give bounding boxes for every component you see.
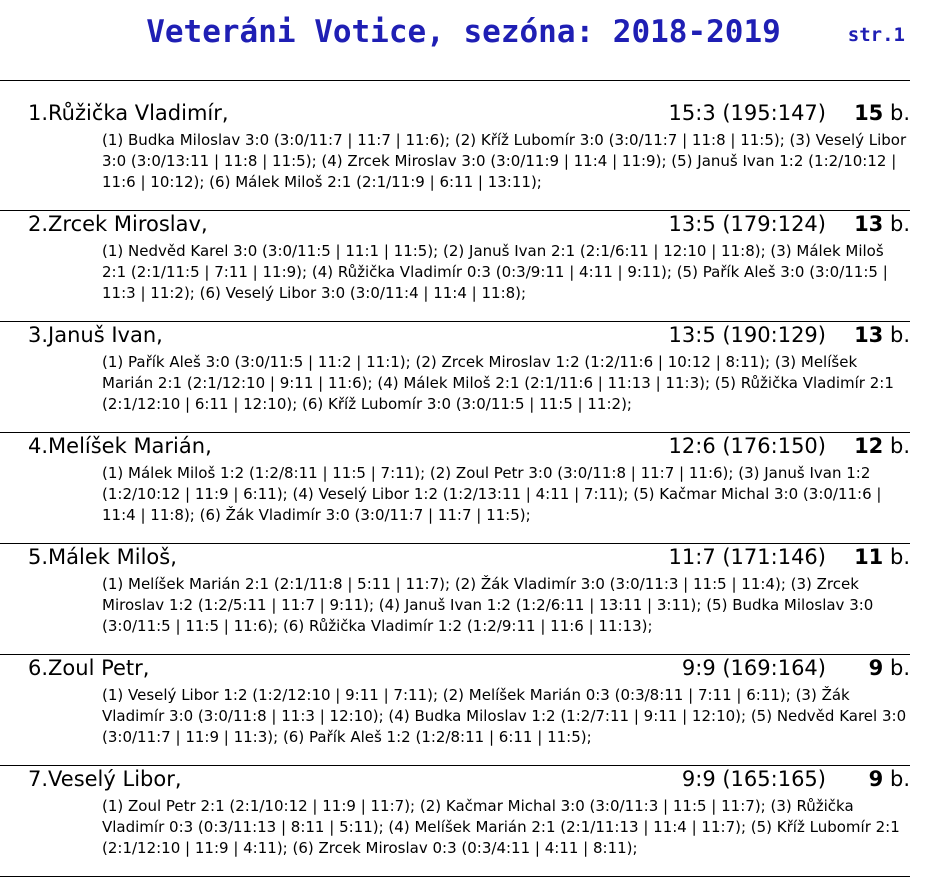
player-points	[854, 323, 910, 347]
match-list: (1) Nedvěd Karel 3:0 (3:0/11:5 | 11:1 | 11:5); (2) Januš Ivan 2:1 (2:1/6:11 | 12:10 | 11:8); (3) Málek Miloš 2:1 (2:1/11:5 | 7:11 | 11:9); (4) Růžička Vladimír 0:3 (0:3/9:11 | 4:11 | 9:11); (5) Pařík Aleš 3:0 (3:0/11:5 | 11:3 | 11:2); (6) Veselý Libor 3:0 (3:0/11:4 | 11:4 | 11:8);	[102, 242, 888, 302]
player-name: 2.Zrcek Miroslav,	[28, 212, 208, 236]
player-points	[869, 767, 910, 791]
player-entry	[0, 101, 910, 211]
player-entry	[0, 767, 910, 877]
entry-divider	[0, 543, 910, 544]
player-header	[28, 101, 910, 129]
player-score: 11:7 (171:146)	[668, 545, 826, 569]
points-value: 9	[868, 767, 884, 791]
match-list: (1) Melíšek Marián 2:1 (2:1/11:8 | 5:11 | 11:7); (2) Žák Vladimír 3:0 (3:0/11:3 | 11:5 | 11:4); (3) Zrcek Miroslav 1:2 (1:2/5:11 | 11:7 | 9:11); (4) Januš Ivan 1:2 (1:2/6:11 | 13:11 | 3:11); (5) Budka Miloslav 3:0 (3:0/11:5 | 11:5 | 11:6); (6) Růžička Vladimír 1:2 (1:2/9:11 | 11:6 | 11:13);	[102, 575, 874, 635]
points-unit: b.	[889, 545, 910, 569]
points-value: 11	[854, 545, 884, 569]
match-list: (1) Veselý Libor 1:2 (1:2/12:10 | 9:11 | 7:11); (2) Melíšek Marián 0:3 (0:3/8:11 | 7:11 | 6:11); (3) Žák Vladimír 3:0 (3:0/11:8 | 11:3 | 12:10); (4) Budka Miloslav 1:2 (1:2/7:11 | 9:11 | 12:10); (5) Nedvěd Karel 3:0 (3:0/11:7 | 11:9 | 11:3); (6) Pařík Aleš 1:2 (1:2/8:11 | 6:11 | 11:5);	[102, 686, 907, 746]
player-header	[28, 323, 910, 351]
points-value: 9	[868, 656, 884, 680]
points-unit: b.	[889, 101, 910, 125]
page-number: str.1	[847, 24, 905, 46]
entry-divider	[0, 765, 910, 766]
entry-divider	[0, 210, 910, 211]
player-header	[28, 656, 910, 684]
player-score: 13:5 (179:124)	[668, 212, 826, 236]
top-divider	[0, 80, 910, 81]
entry-divider	[0, 654, 910, 655]
player-entry	[0, 656, 910, 766]
player-name: 7.Veselý Libor,	[28, 767, 182, 791]
player-points	[854, 101, 910, 125]
player-points	[854, 212, 910, 236]
player-points	[869, 656, 910, 680]
player-score: 9:9 (169:164)	[681, 656, 826, 680]
player-entry	[0, 545, 910, 655]
points-value: 15	[854, 101, 884, 125]
match-list: (1) Budka Miloslav 3:0 (3:0/11:7 | 11:7 | 11:6); (2) Kříž Lubomír 3:0 (3:0/11:7 | 11:8 | 11:5); (3) Veselý Libor 3:0 (3:0/13:11 | 11:8 | 11:5); (4) Zrcek Miroslav 3:0 (3:0/11:9 | 11:4 | 11:9); (5) Januš Ivan 1:2 (1:2/10:12 | 11:6 | 10:12); (6) Málek Miloš 2:1 (2:1/11:9 | 6:11 | 13:11);	[102, 131, 907, 191]
player-name: 3.Januš Ivan,	[28, 323, 163, 347]
player-points	[854, 545, 910, 569]
points-unit: b.	[889, 656, 910, 680]
player-score: 9:9 (165:165)	[681, 767, 826, 791]
entry-divider	[0, 321, 910, 322]
player-name: 1.Růžička Vladimír,	[28, 101, 229, 125]
points-unit: b.	[889, 212, 910, 236]
player-header	[28, 434, 910, 462]
player-entry	[0, 434, 910, 544]
match-list: (1) Málek Miloš 1:2 (1:2/8:11 | 11:5 | 7:11); (2) Zoul Petr 3:0 (3:0/11:8 | 11:7 | 11:6); (3) Januš Ivan 1:2 (1:2/10:12 | 11:9 | 6:11); (4) Veselý Libor 1:2 (1:2/13:11 | 4:11 | 7:11); (5) Kačmar Michal 3:0 (3:0/11:6 | 11:4 | 11:8); (6) Žák Vladimír 3:0 (3:0/11:7 | 11:7 | 11:5);	[102, 464, 882, 524]
entry-divider	[0, 432, 910, 433]
points-value: 13	[854, 212, 884, 236]
points-value: 13	[854, 323, 884, 347]
player-header	[28, 545, 910, 573]
player-header	[28, 767, 910, 795]
points-unit: b.	[889, 767, 910, 791]
player-name: 5.Málek Miloš,	[28, 545, 177, 569]
points-unit: b.	[889, 434, 910, 458]
player-points	[854, 434, 910, 458]
points-unit: b.	[889, 323, 910, 347]
page-title: Veteráni Votice, sezóna: 2018-2019	[146, 14, 781, 50]
player-entry	[0, 323, 910, 433]
player-score: 13:5 (190:129)	[668, 323, 826, 347]
player-name: 4.Melíšek Marián,	[28, 434, 212, 458]
player-score: 12:6 (176:150)	[668, 434, 826, 458]
player-entry	[0, 212, 910, 322]
match-list: (1) Pařík Aleš 3:0 (3:0/11:5 | 11:2 | 11:1); (2) Zrcek Miroslav 1:2 (1:2/11:6 | 10:12 | 8:11); (3) Melíšek Marián 2:1 (2:1/12:10 | 9:11 | 11:6); (4) Málek Miloš 2:1 (2:1/11:6 | 11:13 | 11:3); (5) Růžička Vladimír 2:1 (2:1/12:10 | 6:11 | 12:10); (6) Kříž Lubomír 3:0 (3:0/11:5 | 11:5 | 11:2);	[102, 353, 894, 413]
player-header	[28, 212, 910, 240]
points-value: 12	[854, 434, 884, 458]
player-score: 15:3 (195:147)	[668, 101, 826, 125]
match-list: (1) Zoul Petr 2:1 (2:1/10:12 | 11:9 | 11:7); (2) Kačmar Michal 3:0 (3:0/11:3 | 11:5 | 11:7); (3) Růžička Vladimír 0:3 (0:3/11:13 | 8:11 | 5:11); (4) Melíšek Marián 2:1 (2:1/11:13 | 11:4 | 11:7); (5) Kříž Lubomír 2:1 (2:1/12:10 | 11:9 | 4:11); (6) Zrcek Miroslav 0:3 (0:3/4:11 | 4:11 | 8:11);	[102, 797, 900, 857]
player-name: 6.Zoul Petr,	[28, 656, 150, 680]
